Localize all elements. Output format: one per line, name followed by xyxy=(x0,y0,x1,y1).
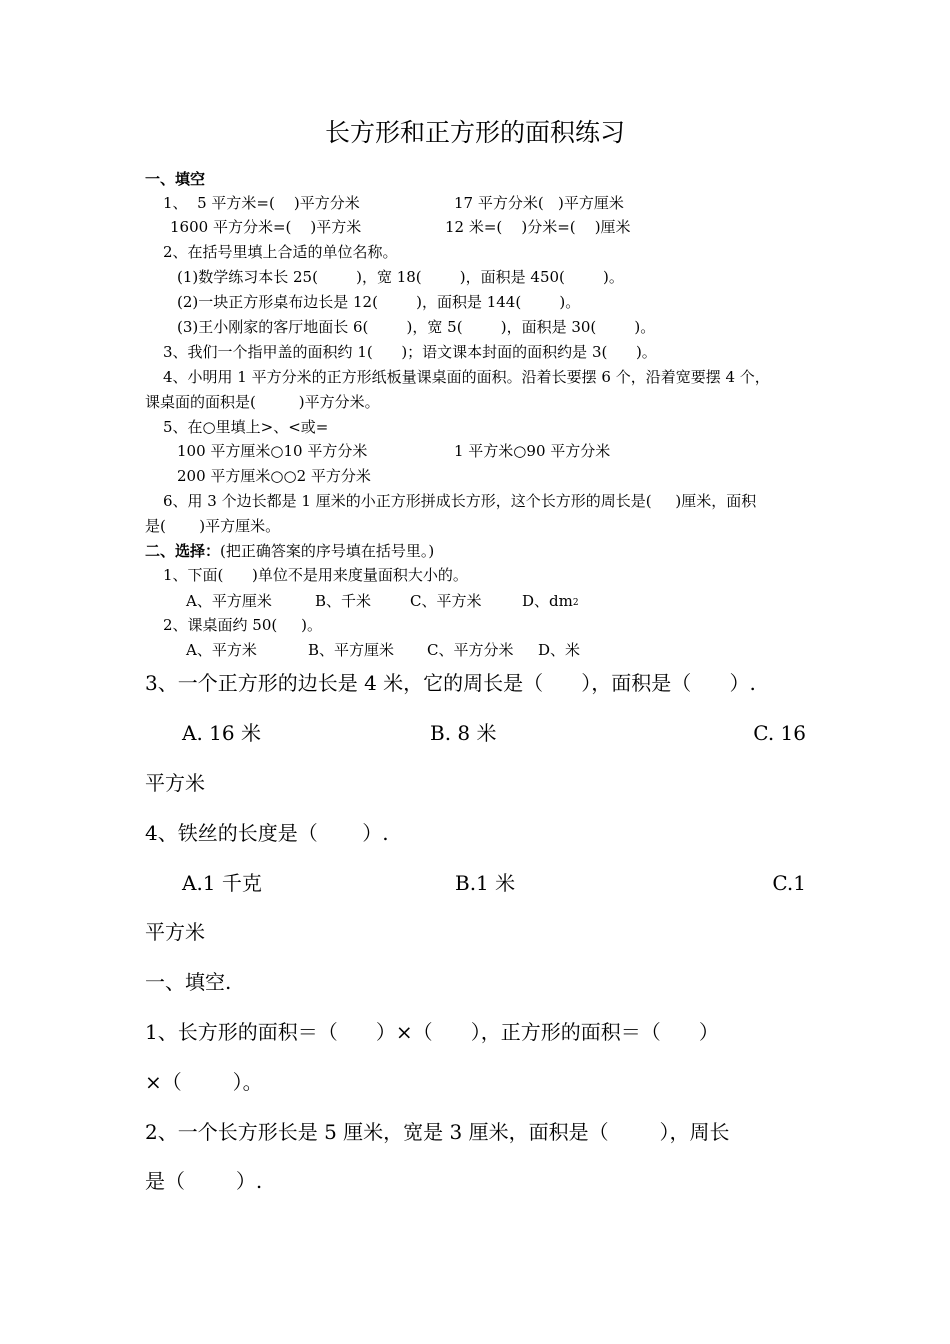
choice-question-4: 4、铁丝的长度是（ ）. xyxy=(145,821,389,845)
question-4-line1: 4、小明用 1 平方分米的正方形纸板量课桌面的面积。沿着长要摆 6 个，沿着宽要摆 4 个， xyxy=(163,368,770,386)
question-3: 3、我们一个指甲盖的面积约 1( )；语文课本封面的面积约是 3( )。 xyxy=(163,343,657,361)
choice-1-option-d-text: D、dm xyxy=(522,592,573,610)
question-1c: 1600 平方分米=( )平方米 xyxy=(170,218,362,236)
fill-question-2-line2: 是（ ）. xyxy=(145,1169,263,1193)
choice-1-option-c: C、平方米 xyxy=(410,592,482,610)
choice-question-1: 1、下面( )单位不是用来度量面积大小的。 xyxy=(163,566,468,584)
question-5b: 1 平方米○90 平方分米 xyxy=(454,442,611,460)
fill-question-2-line1: 2、一个长方形长是 5 厘米，宽是 3 厘米，面积是（ ），周长 xyxy=(145,1120,730,1144)
question-1b: 17 平方分米( )平方厘米 xyxy=(454,194,624,212)
choice-4-option-b: B.1 米 xyxy=(455,871,516,895)
choice-question-3: 3、一个正方形的边长是 4 米，它的周长是（ ），面积是（ ）. xyxy=(145,671,756,695)
question-1d: 12 米=( )分米=( )厘米 xyxy=(445,218,631,236)
choice-1-option-b: B、千米 xyxy=(315,592,372,610)
question-1a: 1、 5 平方米=( )平方分米 xyxy=(163,194,360,212)
question-2: 2、在括号里填上合适的单位名称。 xyxy=(163,243,398,261)
question-5: 5、在○里填上>、<或= xyxy=(163,418,329,436)
choice-3-option-c-continued: 平方米 xyxy=(145,771,205,795)
choice-2-option-a: A、平方米 xyxy=(186,641,257,659)
fill-question-1-line1: 1、长方形的面积＝（ ）×（ ），正方形的面积＝（ ） xyxy=(145,1020,719,1044)
question-5a: 100 平方厘米○10 平方分米 xyxy=(177,442,368,460)
choice-1-option-d-superscript: 2 xyxy=(572,598,579,608)
choice-4-option-c-continued: 平方米 xyxy=(145,920,205,944)
choice-2-option-b: B、平方厘米 xyxy=(308,641,395,659)
section-2-heading-rest: (把正确答案的序号填在括号里。) xyxy=(220,542,435,560)
choice-question-2: 2、课桌面约 50( )。 xyxy=(163,616,322,634)
fill-question-1-line2: ×（ ）。 xyxy=(145,1070,263,1094)
choice-4-option-c: C.1 xyxy=(772,871,806,895)
choice-3-option-b: B. 8 米 xyxy=(430,721,497,745)
choice-1-option-a: A、平方厘米 xyxy=(186,592,272,610)
section-3-heading: 一、填空. xyxy=(145,970,232,994)
section-2-heading-bold: 二、选择： xyxy=(145,542,221,560)
choice-2-option-d: D、米 xyxy=(538,641,581,659)
choice-4-option-a: A.1 千克 xyxy=(182,871,262,895)
question-5c: 200 平方厘米○○2 平方分米 xyxy=(177,467,371,485)
choice-1-option-d xyxy=(522,594,579,609)
page-title: 长方形和正方形的面积练习 xyxy=(324,118,625,147)
choice-3-option-a: A. 16 米 xyxy=(182,721,261,745)
question-2-3: (3)王小刚家的客厅地面长 6( )，宽 5( )，面积是 30( )。 xyxy=(177,318,656,336)
choice-2-option-c: C、平方分米 xyxy=(427,641,514,659)
question-4-line2: 课桌面的面积是( )平方分米。 xyxy=(145,393,380,411)
choice-3-option-c: C. 16 xyxy=(753,721,806,745)
question-2-2: (2)一块正方形桌布边长是 12( )，面积是 144( )。 xyxy=(177,293,581,311)
question-6-line2: 是( )平方厘米。 xyxy=(145,517,281,535)
section-2-heading xyxy=(145,544,434,559)
question-2-1: (1)数学练习本长 25( )，宽 18( )，面积是 450( )。 xyxy=(177,268,624,286)
section-1-heading: 一、填空 xyxy=(145,170,206,188)
question-6-line1: 6、用 3 个边长都是 1 厘米的小正方形拼成长方形，这个长方形的周长是( )厘米，面积 xyxy=(163,492,757,510)
